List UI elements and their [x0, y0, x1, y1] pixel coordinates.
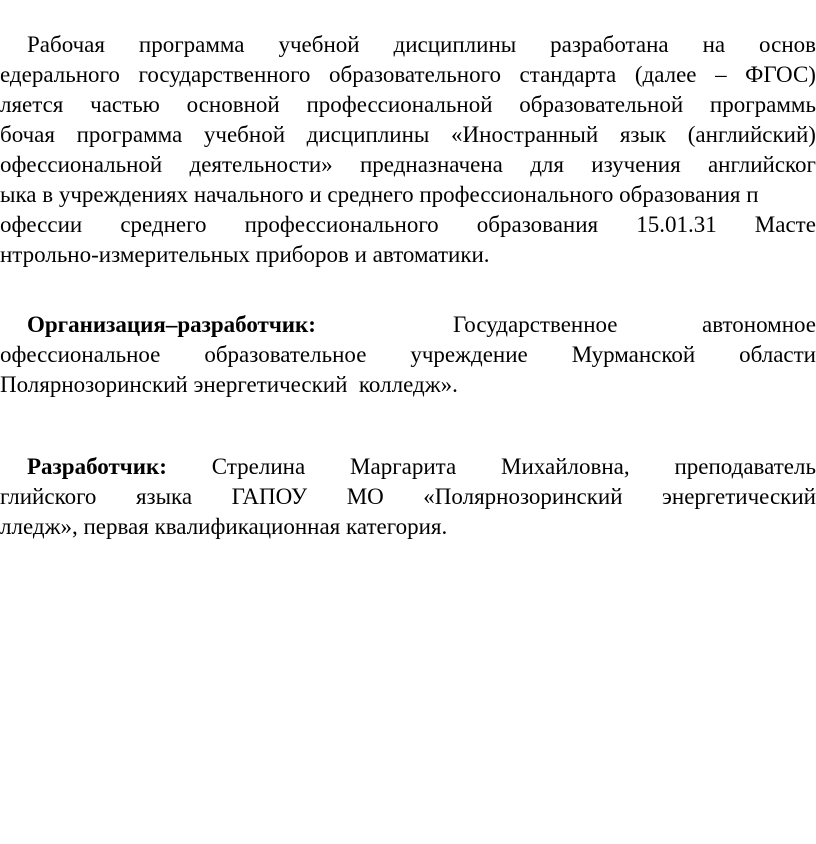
word: офессии: [0, 212, 83, 237]
word: английског: [707, 152, 816, 177]
word: 15.01.31: [636, 212, 717, 237]
word: ГАПОУ: [231, 484, 308, 509]
word: дисциплины: [306, 122, 430, 147]
word: (английский): [687, 122, 816, 147]
word: деятельности»: [189, 152, 333, 177]
intro-line-7: [0, 210, 816, 240]
word: области: [739, 342, 816, 367]
developer-line-3: [0, 512, 816, 542]
word: языка: [135, 484, 193, 509]
intro-line-3: [0, 90, 816, 120]
intro-line-2: [0, 60, 816, 90]
word: (далее: [634, 62, 697, 87]
line-text: Полярнозоринский энергетический колледж».: [0, 372, 458, 397]
intro-line-5: [0, 150, 816, 180]
word: среднего: [120, 212, 207, 237]
word: глийского: [0, 484, 97, 509]
word: Михайловна,: [501, 454, 630, 479]
word: энергетический: [662, 484, 816, 509]
line-text: нтрольно-измерительных приборов и автоматики.: [0, 242, 490, 267]
word: автономное: [702, 312, 816, 337]
word: государственного: [138, 62, 311, 87]
word: ФГОС): [745, 62, 816, 87]
word: предназначена: [359, 152, 503, 177]
word: ляется: [0, 92, 64, 117]
word: образования: [476, 212, 599, 237]
organization-line-3: [0, 370, 816, 400]
organization-label: Организация–разработчик:: [27, 312, 316, 337]
developer-label: Разработчик:: [27, 454, 167, 479]
word: образовательной: [519, 92, 684, 117]
word: МО: [346, 484, 384, 509]
word: разработана: [550, 32, 669, 57]
word: язык: [619, 122, 667, 147]
line-text: ыка в учреждениях начального и среднего профессионального образования п: [0, 182, 759, 207]
word: «Иностранный: [451, 122, 599, 147]
intro-line-4: [0, 120, 816, 150]
word: офессиональной: [0, 152, 163, 177]
word: учебной: [278, 32, 360, 57]
word: стандарта: [519, 62, 617, 87]
organization-line-2: [0, 340, 816, 370]
word: «Полярнозоринский: [423, 484, 623, 509]
intro-line-6: [0, 180, 816, 210]
word: учреждение: [410, 342, 528, 367]
word: учебной: [203, 122, 286, 147]
word: бочая: [0, 122, 55, 147]
word: дисциплины: [393, 32, 517, 57]
line-text: лледж», первая квалификационная категория.: [0, 514, 448, 539]
word: основ: [759, 32, 816, 57]
word: программь: [709, 92, 816, 117]
word: Мурманской: [571, 342, 696, 367]
word: Государственное: [453, 312, 618, 337]
word: изучения: [591, 152, 681, 177]
word: на: [702, 32, 726, 57]
word: преподаватель: [674, 454, 816, 479]
word: для: [530, 152, 564, 177]
word: образовательное: [204, 342, 367, 367]
word: офессиональное: [0, 342, 161, 367]
word: основной: [186, 92, 280, 117]
word: образовательного: [329, 62, 501, 87]
word: едерального: [0, 62, 120, 87]
intro-line-8: [0, 240, 816, 270]
word: частью: [90, 92, 160, 117]
word: Маргарита: [350, 454, 457, 479]
word: программа: [76, 122, 183, 147]
intro-line-1: [0, 30, 816, 60]
organization-line-1: [0, 310, 816, 340]
developer-line-2: [0, 482, 816, 512]
developer-line-1: [0, 452, 816, 482]
word: программа: [138, 32, 245, 57]
word: Рабочая: [27, 32, 105, 57]
word: –: [715, 62, 727, 87]
word: Масте: [754, 212, 816, 237]
word: Стрелина: [211, 454, 306, 479]
word: профессионального: [244, 212, 439, 237]
word: профессиональной: [306, 92, 493, 117]
